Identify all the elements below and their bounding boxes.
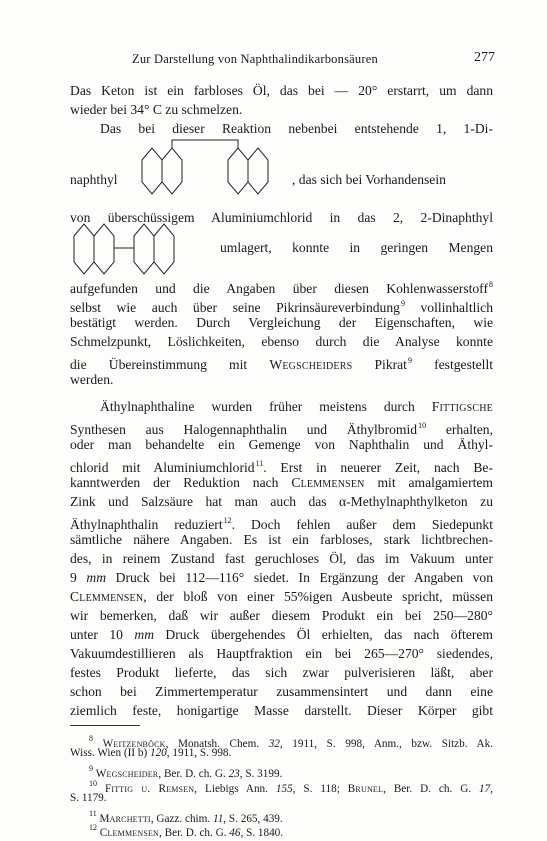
text-line: Das bei dieser Reaktion nebenbei entstehende 1, 1-Di- xyxy=(100,121,493,136)
running-title: Zur Darstellung von Naphthalindikarbonsäuren xyxy=(132,52,378,66)
footnote: S. 1179. xyxy=(70,792,107,804)
text-line: umlagert, konnte in geringen Mengen xyxy=(220,240,493,255)
footnote-ref: 12 xyxy=(223,516,232,525)
running-header xyxy=(70,52,495,68)
text-line: ziemlich feste, honigartige Masse darstellt. Dieser Körper gibt xyxy=(70,703,493,718)
text-line: festes Produkt lieferte, das sich zwar pulverisieren läßt, aber xyxy=(70,665,493,680)
text-line: die Übereinstimmung mit Wegscheiders Pikrat$^9$ festgestellt xyxy=(70,356,493,372)
text-line: Clemmensen, der bloß von einer 55%igen Ausbeute spricht, müssen xyxy=(70,589,493,604)
text-line: Zink und Salzsäure hat man auch das α-Methylnaphthylketon zu xyxy=(70,494,493,509)
text-line: des, in reinem Zustand fast geruchloses Öl, das im Vakuum unter xyxy=(70,551,493,566)
footnote: $^9$ Wegscheider, Ber. D. ch. G. 23, S. 3199. xyxy=(89,764,283,780)
footnote-rule xyxy=(70,725,140,726)
footnote: $^{11}$ Marchetti, Gazz. chim. 11, S. 265, 439. xyxy=(89,809,283,825)
footnote-ref: 9 xyxy=(400,299,405,308)
text-line: selbst wie auch über seine Pikrinsäureverbindung$^9$ vollinhaltlich xyxy=(70,299,493,315)
text-line: unter 10 mm Druck übergehendes Öl erhielten, das nach öfterem xyxy=(70,627,494,642)
text-line: naphthyl xyxy=(70,172,118,187)
text-line: Äthylnaphthaline wurden früher meistens durch Fittigsche xyxy=(100,399,493,414)
text-line: werden. xyxy=(70,372,114,387)
footnote: $^8$ Weitzenböck, Monatsh. Chem. 32, 1911, S. 998, Anm., bzw. Sitzb. Ak. xyxy=(89,734,494,750)
text-line: Äthylnaphthalin reduziert$^{12}$. Doch fehlen außer dem Siedepunkt xyxy=(70,516,494,532)
footnote: $^{12}$ Clemmensen, Ber. D. ch. G. 46, S. 1840. xyxy=(89,823,284,839)
footnote-ref: 9 xyxy=(407,356,412,365)
dinaphthyl-1-1-structure xyxy=(132,136,282,218)
text-line: 9 mm Druck bei 112—116° siedet. In Ergänzung der Angaben von xyxy=(70,570,493,585)
text-line: von überschüssigem Aluminiumchlorid in das 2, 2-Dinaphthyl xyxy=(70,210,493,225)
text-line: sämtliche nähere Angaben. Es ist ein farbloses, stark lichtbrechen- xyxy=(70,532,493,547)
footnote-ref: 8 xyxy=(489,280,493,289)
text-line: schon bei Zimmertemperatur zusammensintert und dann eine xyxy=(70,684,493,699)
text-line: , das sich bei Vorhandensein xyxy=(292,172,446,187)
text-line: bestätigt werden. Durch Vergleichung der Eigenschaften, wie xyxy=(70,315,493,330)
text-line: wieder bei 34° C zu schmelzen. xyxy=(70,102,243,117)
footnote: Wiss. Wien (II b) 120, 1911, S. 998. xyxy=(70,747,232,759)
text-line: wir bemerken, daß wir außer diesem Produkt ein bei 250—280° xyxy=(70,608,493,623)
dinaphthyl-2-2-structure xyxy=(70,222,210,282)
text-line: Synthesen aus Halogennaphthalin und Äthylbromid$^{10}$ erhalten, xyxy=(70,421,494,437)
footnote: $^{10}$ Fittig u. Remsen, Liebigs Ann. 155, S. 118; Brunel, Ber. D. ch. G. 17, xyxy=(89,779,493,795)
text-line: chlorid mit Aluminiumchlorid$^{11}$. Erst in neuerer Zeit, nach Be- xyxy=(70,459,493,475)
text-line: aufgefunden und die Angaben über diesen Kohlenwasserstoff$^8$ xyxy=(70,280,493,296)
text-line: Vakuumdestillieren als Hauptfraktion ein bei 265—270° siedendes, xyxy=(70,646,493,661)
text-line: kanntwerden der Reduktion nach Clemmensen mit amalgamiertem xyxy=(70,475,493,490)
text-line: oder man behandelte ein Gemenge von Naphthalin und Äthyl- xyxy=(70,437,493,452)
page-number: 277 xyxy=(474,50,495,65)
footnote-ref: 10 xyxy=(418,421,427,430)
text-line: Schmelzpunkt, Löslichkeiten, ebenso durch die Analyse konnte xyxy=(70,334,493,349)
text-line: Das Keton ist ein farbloses Öl, das bei — 20° erstarrt, um dann xyxy=(70,83,493,98)
footnote-ref: 11 xyxy=(255,459,264,468)
